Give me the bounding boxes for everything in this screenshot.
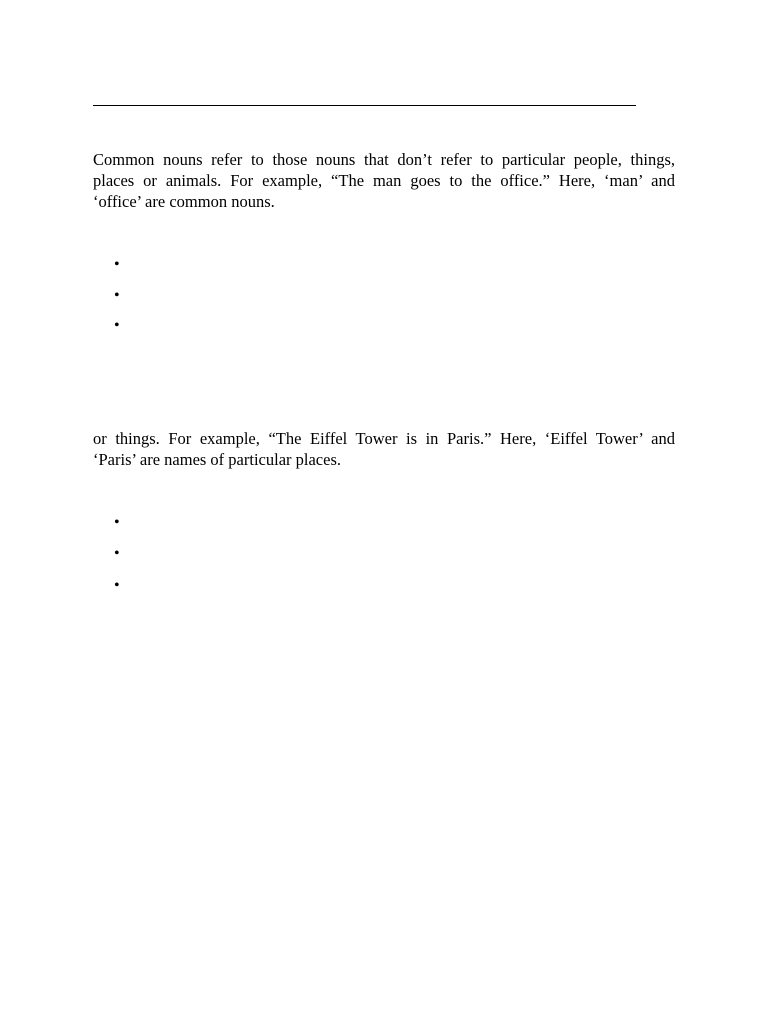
paragraph-line: or things. For example, “The Eiffel Tower is in Paris.” Here, ‘Eiffel Tower’ and: [93, 429, 675, 448]
horizontal-rule: [93, 105, 636, 106]
list-bullet: •: [114, 577, 120, 594]
list-bullet: •: [114, 256, 120, 273]
paragraph-line: ‘Paris’ are names of particular places.: [93, 450, 341, 469]
paragraph-line: Common nouns refer to those nouns that don’t refer to particular people, things,: [93, 150, 675, 169]
paragraph-line: places or animals. For example, “The man goes to the office.” Here, ‘man’ and: [93, 171, 675, 190]
list-bullet: •: [114, 317, 120, 334]
proper-nouns-paragraph: [93, 428, 675, 470]
list-bullet: •: [114, 545, 120, 562]
paragraph-line: ‘office’ are common nouns.: [93, 192, 275, 211]
list-bullet: •: [114, 514, 120, 531]
list-bullet: •: [114, 287, 120, 304]
common-nouns-paragraph: [93, 149, 675, 212]
